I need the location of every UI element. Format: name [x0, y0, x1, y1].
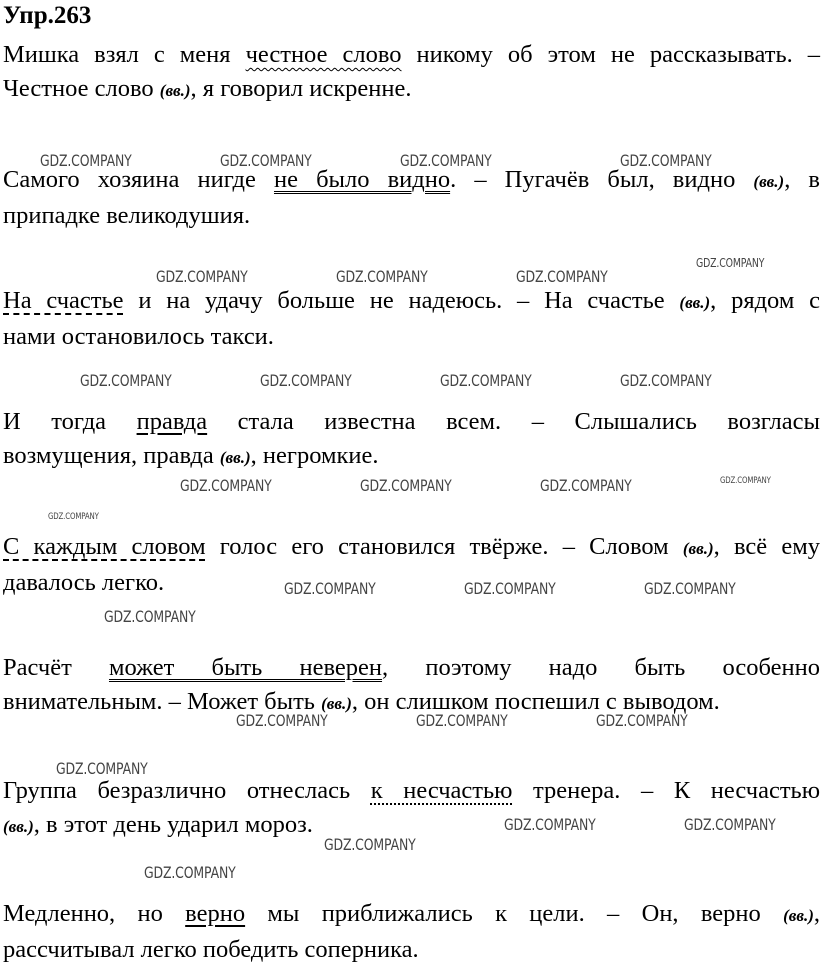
p1-text: Мишка взял с меня [3, 41, 246, 68]
p1-text-3: Честное слово [3, 75, 160, 102]
p2-underlined: не было видно [273, 166, 451, 193]
watermark: GDZ.COMPANY [156, 267, 248, 286]
watermark: GDZ.COMPANY [56, 759, 148, 778]
p8-text-4: рассчитывал легко победить соперника. [3, 936, 419, 963]
p1-underlined: честное слово [245, 41, 402, 68]
watermark: GDZ.COMPANY [464, 579, 556, 598]
p3-text-3: нами остановилось такси. [3, 323, 274, 350]
watermark: GDZ.COMPANY [48, 512, 99, 522]
p5-text-2: , всё ему [713, 533, 820, 560]
p4-text: И тогда [3, 408, 137, 435]
paragraph-8 [3, 897, 820, 967]
paragraph-2 [3, 163, 820, 233]
p2-text-4: припадке великодушия. [3, 202, 251, 229]
watermark: GDZ.COMPANY [336, 267, 428, 286]
p5-text: голос его становился твёрже. – Словом [205, 533, 683, 560]
p7-text: Группа безразлично отнеслась [3, 777, 371, 804]
watermark: GDZ.COMPANY [504, 815, 596, 834]
paragraph-1 [3, 38, 820, 108]
p5-intro-mark: (вв.) [682, 539, 714, 558]
paragraph-7 [3, 774, 820, 844]
p2-text: Самого хозяина нигде [3, 166, 274, 193]
watermark: GDZ.COMPANY [80, 371, 172, 390]
p4-text-3: возмущения, правда [3, 442, 220, 469]
watermark: GDZ.COMPANY [620, 151, 712, 170]
paragraph-6 [3, 651, 820, 721]
watermark: GDZ.COMPANY [644, 579, 736, 598]
p8-underlined: верно [185, 900, 246, 927]
p6-underlined: может быть неверен [108, 654, 383, 681]
p4-text-4: , негромкие. [250, 442, 379, 469]
watermark: GDZ.COMPANY [684, 815, 776, 834]
p2-text-3: , в [784, 166, 820, 193]
watermark: GDZ.COMPANY [260, 371, 352, 390]
watermark: GDZ.COMPANY [720, 476, 771, 486]
p5-underlined: С каждым словом [3, 533, 206, 560]
watermark: GDZ.COMPANY [324, 835, 416, 854]
p4-intro-mark: (вв.) [219, 448, 251, 467]
p3-text-2: , рядом с [710, 287, 820, 314]
p7-text-2: тренера. – К несчастью [512, 777, 821, 804]
p7-text-3: , в этот день ударил мороз. [33, 811, 313, 838]
p1-line1 [3, 38, 820, 72]
p4-text-2: стала известна всем. – Слышались возгласы [207, 408, 820, 435]
paragraph-4 [3, 405, 820, 475]
p1-text-4: , я говорил искренне. [190, 75, 412, 102]
watermark: GDZ.COMPANY [284, 579, 376, 598]
p8-text-2: мы приближались к цели. – Он, верно [245, 900, 784, 927]
watermark: GDZ.COMPANY [620, 371, 712, 390]
watermark: GDZ.COMPANY [440, 371, 532, 390]
watermark: GDZ.COMPANY [696, 256, 765, 270]
exercise-title: Упр.263 [3, 2, 92, 29]
p8-intro-mark: (вв.) [783, 906, 814, 925]
p4-underlined: правда [136, 408, 208, 435]
watermark: GDZ.COMPANY [400, 151, 492, 170]
watermark: GDZ.COMPANY [416, 711, 508, 730]
watermark: GDZ.COMPANY [360, 476, 452, 495]
watermark: GDZ.COMPANY [40, 151, 132, 170]
p1-text-2: никому об этом не рассказывать. – [401, 41, 820, 68]
watermark: GDZ.COMPANY [144, 863, 236, 882]
p6-text-3: внимательным. – Может быть [3, 688, 322, 715]
p3-underlined: На счастье [3, 287, 124, 314]
p8-text-3: , [813, 900, 820, 927]
p3-intro-mark: (вв.) [679, 293, 711, 312]
p7-intro-mark: (вв.) [3, 817, 34, 836]
p2-text-2: . – Пугачёв был, видно [450, 166, 754, 193]
watermark: GDZ.COMPANY [104, 607, 196, 626]
p3-text: и на удачу больше не надеюсь. – На счастье [123, 287, 680, 314]
p7-underlined: к несчастью [370, 777, 513, 804]
p6-text-2: , поэтому надо быть особенно [382, 654, 821, 681]
p2-intro-mark: (вв.) [753, 172, 785, 191]
watermark: GDZ.COMPANY [236, 711, 328, 730]
watermark: GDZ.COMPANY [516, 267, 608, 286]
paragraph-5 [3, 530, 820, 600]
p1-intro-mark: (вв.) [159, 81, 191, 100]
watermark: GDZ.COMPANY [220, 151, 312, 170]
p6-text: Расчёт [3, 654, 109, 681]
p5-text-3: давалось легко. [3, 569, 165, 596]
watermark: GDZ.COMPANY [596, 711, 688, 730]
paragraph-3 [3, 284, 820, 354]
p8-text: Медленно, но [3, 900, 186, 927]
watermark: GDZ.COMPANY [180, 476, 272, 495]
p6-intro-mark: (вв.) [321, 694, 352, 713]
p6-text-4: , он слишком поспешил с выводом. [351, 688, 720, 715]
watermark: GDZ.COMPANY [540, 476, 632, 495]
